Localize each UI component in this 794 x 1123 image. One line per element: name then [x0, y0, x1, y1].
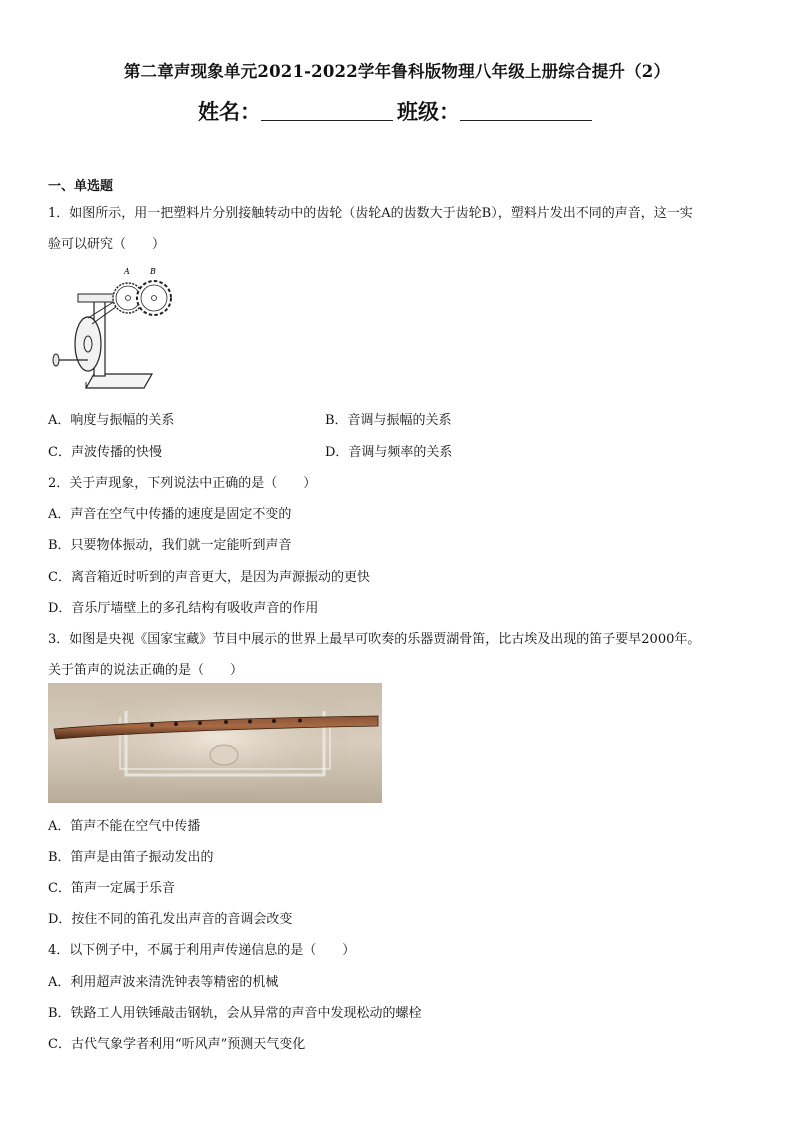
- q1-option-a[interactable]: A．响度与振幅的关系: [48, 413, 175, 428]
- q3-stem-line2: 关于笛声的说法正确的是（ ）: [48, 663, 244, 678]
- q1-option-b[interactable]: B．音调与振幅的关系: [325, 413, 452, 428]
- q1-stem-line1: 1．如图所示，用一把塑料片分别接触转动中的齿轮（齿轮A的齿数大于齿轮B），塑料片发出不同的声音，这一实: [48, 206, 693, 221]
- q2-option-d[interactable]: D．音乐厅墙壁上的多孔结构有吸收声音的作用: [48, 601, 319, 616]
- q3-option-d[interactable]: D．按住不同的笛孔发出声音的音调会改变: [48, 912, 293, 927]
- q4-stem: 4．以下例子中，不属于利用声传递信息的是（ ）: [48, 943, 356, 958]
- q4-option-c[interactable]: C．古代气象学者利用“听风声”预测天气变化: [48, 1037, 306, 1052]
- q4-option-b[interactable]: B．铁路工人用铁锤敲击钢轨，会从异常的声音中发现松动的螺栓: [48, 1006, 422, 1021]
- document-title: 第二章声现象单元2021-2022学年鲁科版物理八年级上册综合提升（2）: [123, 62, 671, 81]
- q2-option-b[interactable]: B．只要物体振动，我们就一定能听到声音: [48, 538, 292, 553]
- q3-option-b[interactable]: B．笛声是由笛子振动发出的: [48, 850, 214, 865]
- q4-option-a[interactable]: A．利用超声波来清洗钟表等精密的机械: [48, 975, 279, 990]
- q1-option-d[interactable]: D．音调与频率的关系: [325, 445, 453, 460]
- class-label: 班级：: [397, 99, 460, 124]
- gear-b-label: B: [150, 267, 156, 276]
- q3-stem-line1: 3．如图是央视《国家宝藏》节目中展示的世界上最早可吹奏的乐器贾湖骨笛，比古埃及出现的笛子要早2000年。: [48, 632, 701, 647]
- q2-stem: 2．关于声现象，下列说法中正确的是（ ）: [48, 476, 317, 491]
- gear-apparatus-figure: [48, 262, 172, 392]
- student-info-row: [0, 96, 794, 126]
- name-label: 姓名：: [198, 99, 261, 124]
- bone-flute-photo: [48, 683, 382, 803]
- q1-stem-line2: 验可以研究（ ）: [48, 237, 166, 252]
- gear-a-label: A: [124, 267, 130, 276]
- q3-option-c[interactable]: C．笛声一定属于乐音: [48, 881, 175, 896]
- q3-option-a[interactable]: A．笛声不能在空气中传播: [48, 819, 201, 834]
- class-blank[interactable]: [460, 100, 592, 121]
- q2-option-a[interactable]: A．声音在空气中传播的速度是固定不变的: [48, 507, 292, 522]
- section-heading: 一、单选题: [48, 179, 114, 194]
- q2-option-c[interactable]: C．离音箱近时听到的声音更大，是因为声源振动的更快: [48, 570, 370, 585]
- q1-option-c[interactable]: C．声波传播的快慢: [48, 445, 162, 460]
- name-blank[interactable]: [261, 100, 393, 121]
